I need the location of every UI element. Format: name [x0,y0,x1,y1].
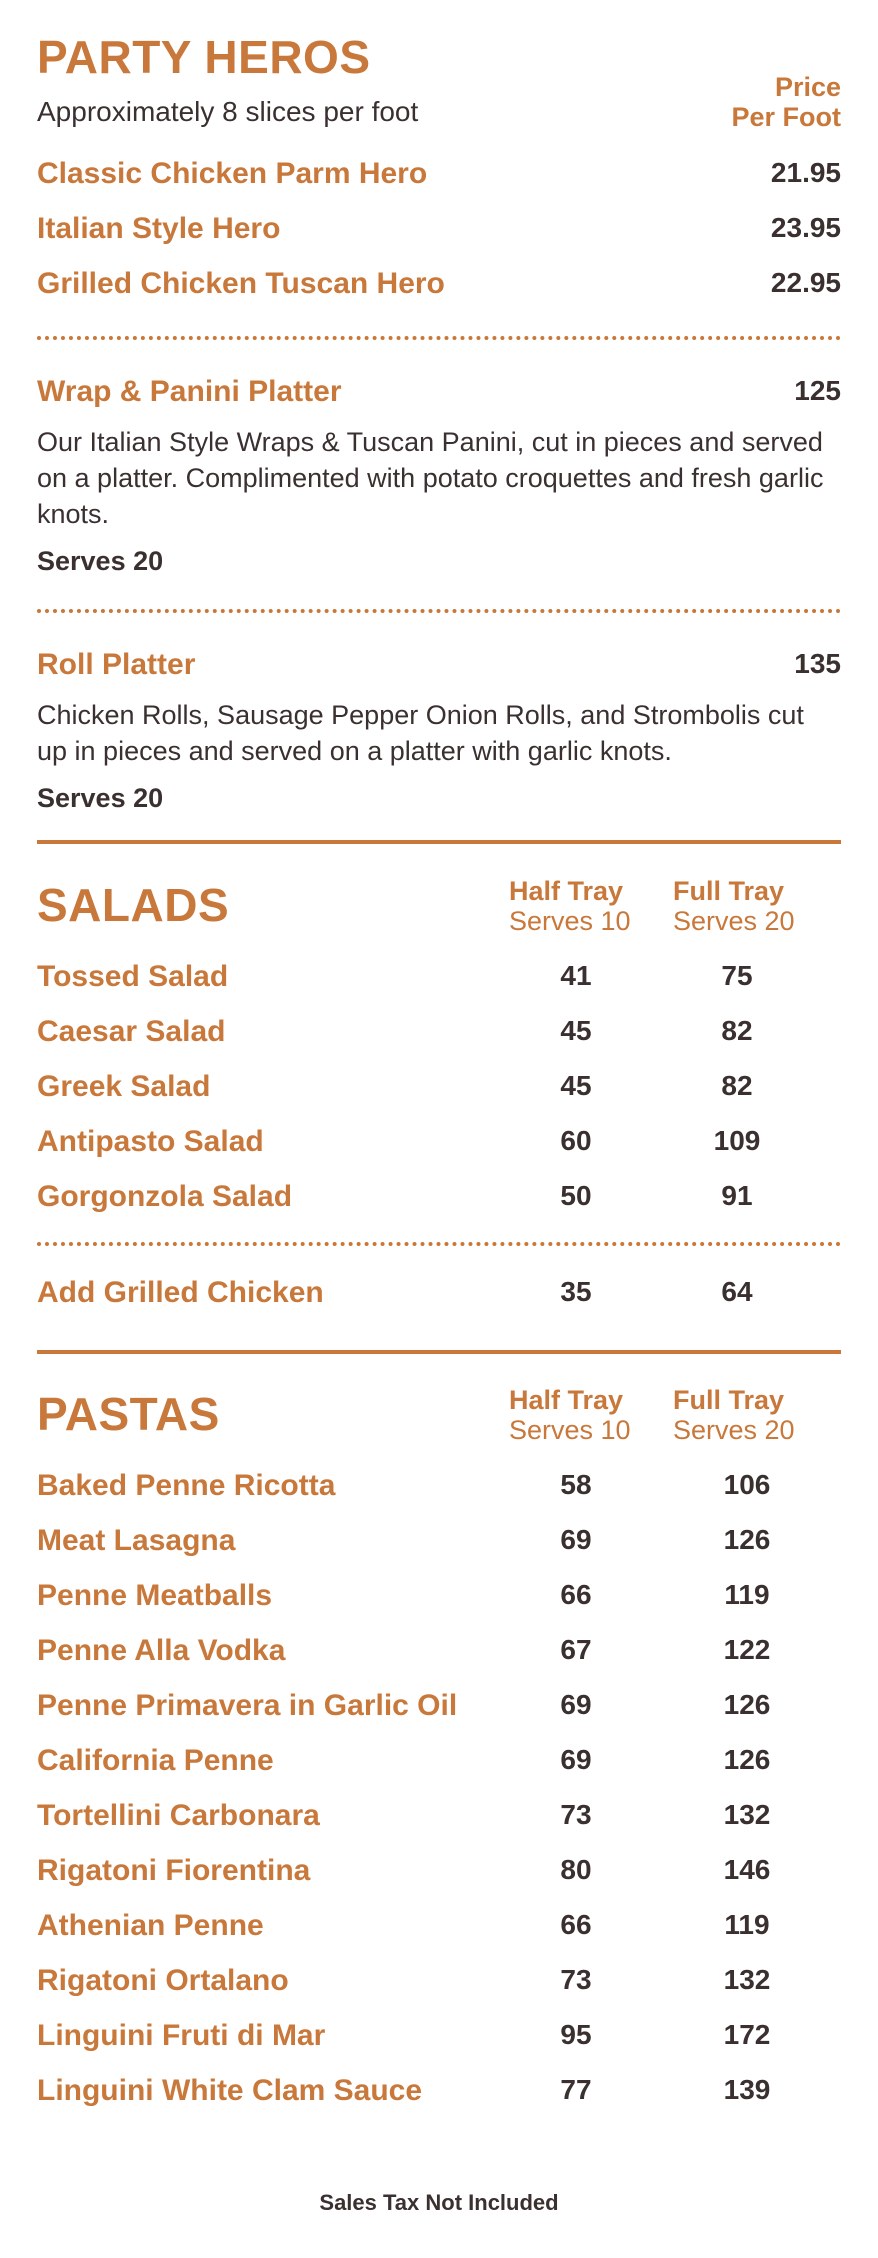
salad-half-price: 41 [560,960,592,991]
salad-half-price: 60 [560,1125,592,1156]
addon-half-price: 35 [560,1276,592,1307]
salad-half-price: 45 [560,1015,592,1046]
pasta-row [37,1689,841,1729]
salad-full-price: 75 [721,960,753,991]
pasta-row [37,1744,841,1784]
pasta-half-price: 69 [560,1524,592,1555]
party-heros-subtitle: Approximately 8 slices per foot [37,96,419,127]
roll-platter-description: Chicken Rolls, Sausage Pepper Onion Rolls, and Strombolis cut up in pieces and served on a platter with garlic knots. [37,700,804,766]
pasta-row [37,2074,841,2114]
salad-full-price: 109 [713,1125,761,1156]
pasta-name: Athenian Penne [37,1909,264,1942]
addon-full-price: 64 [721,1276,753,1307]
pasta-full-price: 132 [723,1799,771,1830]
salad-name: Greek Salad [37,1070,211,1103]
pasta-row [37,1634,841,1674]
price-header-line1: Price [774,72,841,102]
price-header-line2: Per Foot [731,102,841,132]
pasta-name: Linguini White Clam Sauce [37,2074,423,2107]
hero-item-name: Classic Chicken Parm Hero [37,157,428,190]
pasta-name: Tortellini Carbonara [37,1799,320,1832]
full-tray-serves: Serves 20 [673,906,795,936]
hero-item-name: Italian Style Hero [37,212,281,245]
dotted-divider [37,336,841,340]
half-tray-serves: Serves 10 [509,1415,631,1445]
pastas-half-tray-header [509,1385,631,1445]
salad-half-price: 45 [560,1070,592,1101]
price-per-foot-header [731,72,841,132]
pasta-full-price: 126 [723,1744,771,1775]
pasta-half-price: 77 [560,2074,592,2105]
pasta-full-price: 146 [723,1854,771,1885]
salad-half-price: 50 [560,1180,592,1211]
half-tray-label: Half Tray [509,1385,624,1415]
salad-full-price: 82 [721,1015,753,1046]
section-rule [37,840,841,844]
pasta-half-price: 73 [560,1964,592,1995]
pasta-row [37,1579,841,1619]
addon-name: Add Grilled Chicken [37,1276,324,1309]
pasta-row [37,1524,841,1564]
salad-name: Gorgonzola Salad [37,1180,293,1213]
pasta-half-price: 58 [560,1469,592,1500]
section-rule [37,1350,841,1354]
salad-row [37,1070,841,1110]
hero-item-price: 22.95 [770,267,841,298]
half-tray-label: Half Tray [509,876,624,906]
pasta-half-price: 80 [560,1854,592,1885]
pasta-full-price: 126 [723,1524,771,1555]
salad-full-price: 82 [721,1070,753,1101]
hero-item [37,267,841,307]
pasta-full-price: 122 [723,1634,771,1665]
pasta-half-price: 69 [560,1744,592,1775]
dotted-divider [37,609,841,613]
salad-row [37,1015,841,1055]
salad-name: Tossed Salad [37,960,229,993]
pasta-full-price: 172 [723,2019,771,2050]
pasta-name: Rigatoni Fiorentina [37,1854,311,1887]
pasta-half-price: 69 [560,1689,592,1720]
roll-platter-price: 135 [794,648,841,679]
salad-row [37,960,841,1000]
pasta-name: Penne Meatballs [37,1579,273,1612]
pasta-half-price: 73 [560,1799,592,1830]
salad-name: Caesar Salad [37,1015,226,1048]
dotted-divider [37,1242,841,1246]
salads-half-tray-header [509,876,631,936]
sales-tax-note: Sales Tax Not Included [319,2190,559,2215]
pasta-half-price: 66 [560,1909,592,1940]
pasta-name: Meat Lasagna [37,1524,236,1557]
pastas-title: PASTAS [37,1388,220,1440]
hero-item-price: 23.95 [770,212,841,243]
pasta-row [37,1469,841,1509]
wrap-panini-serves: Serves 20 [37,546,164,576]
wrap-panini-price: 125 [794,375,841,406]
salads-full-tray-header [673,876,795,936]
roll-platter-name: Roll Platter [37,648,196,681]
pasta-name: Linguini Fruti di Mar [37,2019,326,2052]
pasta-name: California Penne [37,1744,274,1777]
hero-item [37,157,841,197]
pasta-row [37,1854,841,1894]
wrap-panini-description: Our Italian Style Wraps & Tuscan Panini, cut in pieces and served on a platter. Complimented with potato croquettes and fresh garlic knots. [37,427,824,529]
salad-full-price: 91 [721,1180,753,1211]
pasta-name: Penne Primavera in Garlic Oil [37,1689,458,1722]
hero-item-price: 21.95 [770,157,841,188]
pasta-half-price: 66 [560,1579,592,1610]
hero-item-name: Grilled Chicken Tuscan Hero [37,267,445,300]
pasta-half-price: 67 [560,1634,592,1665]
party-heros-title: PARTY HEROS [37,31,371,83]
salad-addon-row [37,1276,841,1316]
salad-row [37,1180,841,1220]
wrap-panini-name: Wrap & Panini Platter [37,375,342,408]
salads-title: SALADS [37,879,230,931]
pasta-row [37,1909,841,1949]
pasta-row [37,1964,841,2004]
half-tray-serves: Serves 10 [509,906,631,936]
full-tray-label: Full Tray [673,1385,785,1415]
pasta-name: Rigatoni Ortalano [37,1964,289,1997]
roll-platter-serves: Serves 20 [37,783,164,813]
pasta-full-price: 126 [723,1689,771,1720]
salad-row [37,1125,841,1165]
pasta-full-price: 139 [723,2074,771,2105]
hero-item [37,212,841,252]
pasta-full-price: 132 [723,1964,771,1995]
wrap-panini-item [37,375,841,415]
pasta-name: Penne Alla Vodka [37,1634,286,1667]
pasta-row [37,1799,841,1839]
pasta-row [37,2019,841,2059]
full-tray-serves: Serves 20 [673,1415,795,1445]
pasta-name: Baked Penne Ricotta [37,1469,336,1502]
pasta-full-price: 119 [724,1909,770,1940]
roll-platter-item [37,648,841,688]
pasta-half-price: 95 [560,2019,592,2050]
pastas-full-tray-header [673,1385,795,1445]
pasta-full-price: 106 [723,1469,771,1500]
full-tray-label: Full Tray [673,876,785,906]
pasta-full-price: 119 [724,1579,770,1610]
salad-name: Antipasto Salad [37,1125,264,1158]
